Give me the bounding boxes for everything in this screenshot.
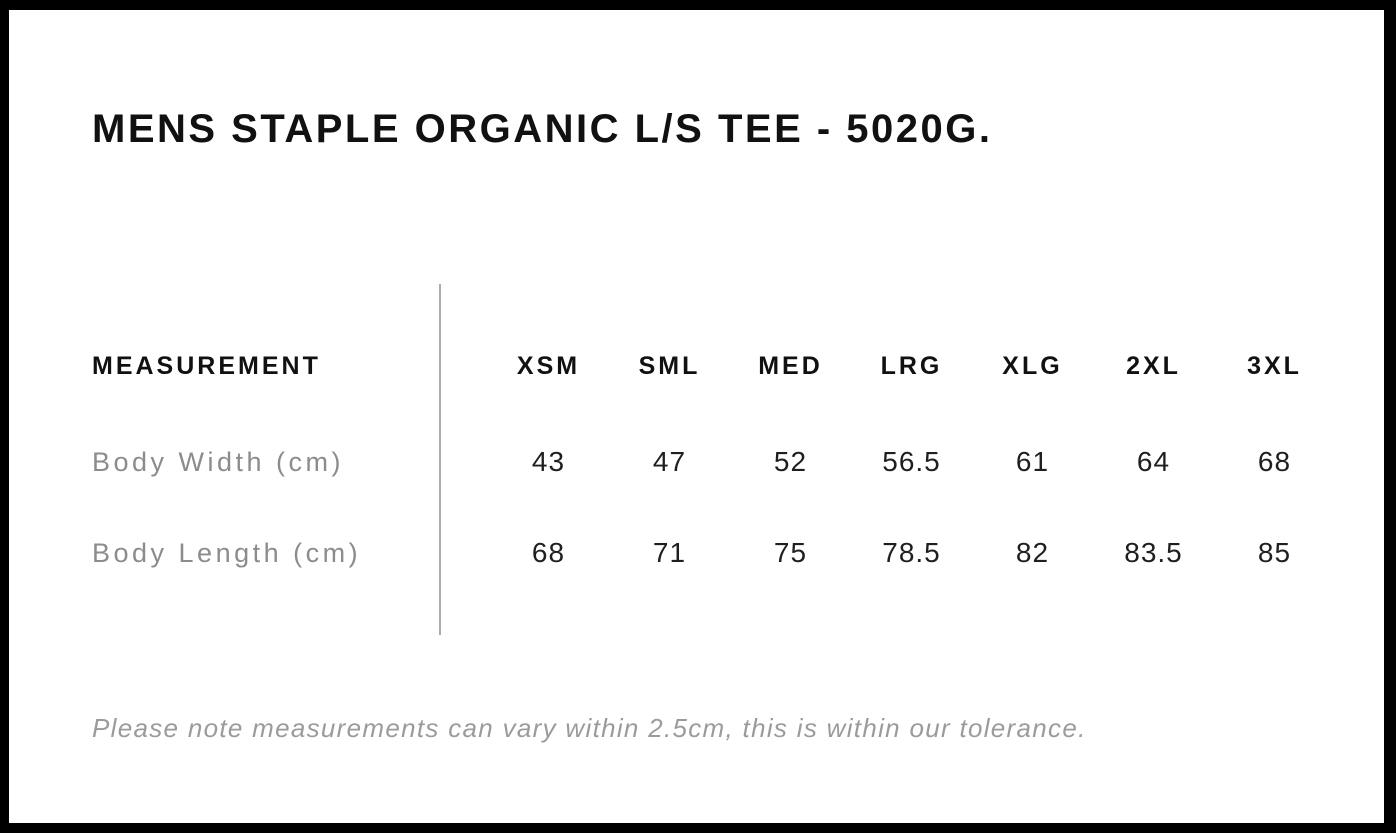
measurement-row-label: Body Length (cm) — [92, 537, 362, 568]
table-row-body-length — [92, 518, 1335, 588]
measurement-value: 85 — [1257, 537, 1292, 568]
column-header-2xl: 2XL — [1126, 351, 1181, 380]
column-header-measurement: MEASUREMENT — [92, 351, 321, 380]
column-header-lrg: LRG — [880, 351, 943, 380]
product-title: MENS STAPLE ORGANIC L/S TEE - 5020G. — [92, 107, 993, 151]
measurement-value: 61 — [1015, 446, 1050, 477]
size-table-section — [9, 284, 1384, 635]
column-spacer — [439, 406, 488, 518]
measurement-value: 52 — [773, 446, 808, 477]
measurement-value: 47 — [652, 446, 687, 477]
vertical-divider — [439, 284, 441, 635]
size-table — [92, 326, 1335, 588]
measurement-value: 78.5 — [882, 537, 941, 568]
measurement-value: 82 — [1015, 537, 1050, 568]
column-header-3xl: 3XL — [1247, 351, 1302, 380]
table-row-body-width — [92, 406, 1335, 518]
column-header-sml: SML — [638, 351, 701, 380]
measurement-value: 83.5 — [1124, 537, 1183, 568]
measurement-value: 56.5 — [882, 446, 941, 477]
column-spacer — [439, 518, 488, 588]
measurement-value: 68 — [531, 537, 566, 568]
column-header-xlg: XLG — [1002, 351, 1063, 380]
column-header-xsm: XSM — [516, 351, 581, 380]
measurement-value: 75 — [773, 537, 808, 568]
tolerance-note: Please note measurements can vary within 2.5cm, this is within our tolerance. — [92, 713, 1087, 743]
measurement-row-label: Body Width (cm) — [92, 446, 345, 477]
measurement-value: 68 — [1257, 446, 1292, 477]
measurement-value: 43 — [531, 446, 566, 477]
measurement-value: 71 — [652, 537, 687, 568]
measurement-value: 64 — [1136, 446, 1171, 477]
table-header-row — [92, 326, 1335, 406]
column-header-med: MED — [758, 351, 823, 380]
column-spacer — [439, 326, 488, 406]
